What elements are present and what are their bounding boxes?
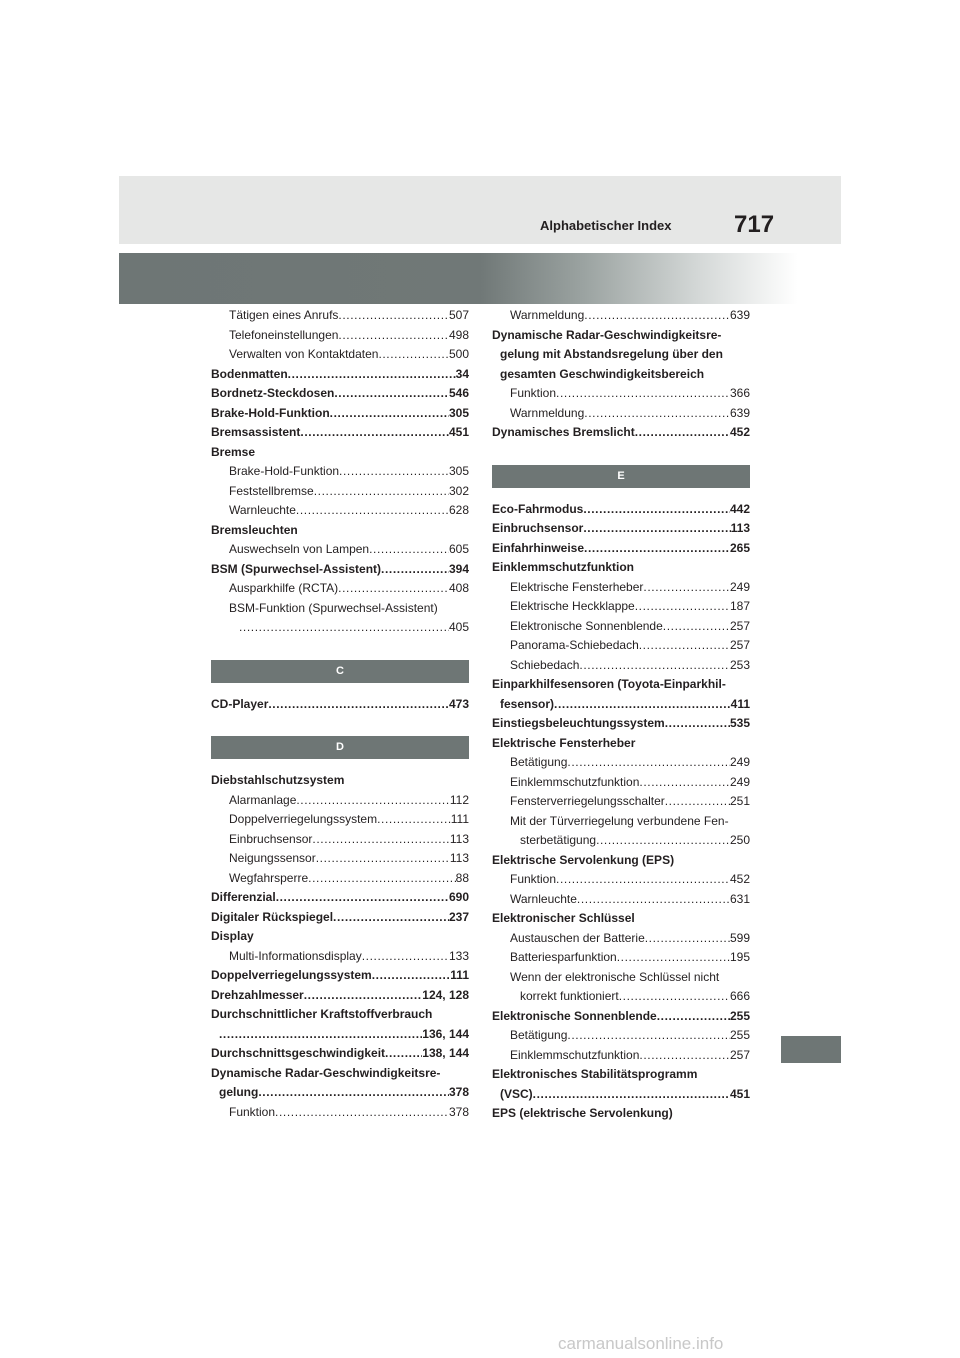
- index-entry: [211, 771, 469, 791]
- index-entry: [492, 1104, 750, 1124]
- index-page-ref: 378: [448, 1085, 469, 1099]
- index-term: sterbetätigung: [520, 833, 597, 847]
- section-letter-header: D: [211, 736, 469, 759]
- index-term: Elektrische Fensterheber: [492, 735, 636, 750]
- dot-leader: [579, 656, 730, 676]
- index-term: Differenzial: [211, 890, 276, 904]
- dot-leader: [239, 618, 449, 638]
- index-term: Brake-Hold-Funktion: [211, 405, 330, 420]
- index-entry: [211, 927, 469, 947]
- index-entry: [211, 443, 469, 463]
- index-entry: [492, 851, 750, 871]
- index-term: Elektronischer Schlüssel: [492, 911, 635, 925]
- index-page-ref: 305: [448, 464, 469, 478]
- index-entry: [211, 849, 469, 869]
- dot-leader: [596, 831, 730, 851]
- index-page-ref: 605: [448, 542, 469, 556]
- index-term: BSM-Funktion (Spurwechsel-Assistent): [229, 600, 438, 615]
- index-term: Einfahrhinweise: [492, 540, 585, 555]
- index-entry: [211, 618, 469, 638]
- index-entry: [492, 306, 750, 326]
- index-page-ref: 631: [729, 891, 750, 906]
- index-page-ref: 133: [448, 948, 469, 963]
- index-term: Fensterverriegelungsschalter: [510, 794, 665, 808]
- dot-leader: [377, 810, 451, 830]
- index-term: Elektronisches Stabilitätsprogramm: [492, 1067, 698, 1081]
- index-entry: [211, 384, 469, 404]
- index-term: Betätigung: [510, 755, 568, 769]
- index-entry: [492, 519, 750, 539]
- page-number: 717: [734, 211, 775, 238]
- index-term: Verwalten von Kontaktdaten: [229, 347, 379, 361]
- dot-leader: [334, 384, 449, 404]
- dot-leader: [556, 870, 730, 890]
- section-spacer: [211, 638, 469, 660]
- index-term: Neigungssensor: [229, 851, 316, 865]
- index-page-ref: 599: [729, 930, 750, 945]
- index-entry: [211, 1083, 469, 1103]
- dot-leader: [567, 1026, 730, 1046]
- index-page-ref: 257: [729, 1047, 750, 1062]
- dot-leader: [288, 365, 456, 385]
- index-entry: [492, 987, 750, 1007]
- index-entry: [211, 830, 469, 850]
- index-entry: [492, 831, 750, 851]
- index-page-ref: 255: [729, 1028, 750, 1042]
- index-entry: [211, 579, 469, 599]
- dot-leader: [338, 306, 449, 326]
- dot-leader: [639, 773, 730, 793]
- index-term: Doppelverriegelungssystem: [211, 968, 372, 982]
- index-term: Durchschnittlicher Kraftstoffverbrauch: [211, 1007, 433, 1021]
- dot-leader: [643, 578, 730, 598]
- dot-leader: [333, 908, 449, 928]
- running-header-title: Alphabetischer Index: [540, 218, 672, 233]
- index-page-ref: 250: [729, 833, 750, 847]
- index-page-ref: 111: [450, 968, 469, 982]
- index-entry: [492, 365, 750, 385]
- index-page-ref: 378: [448, 1104, 469, 1119]
- index-entry: [492, 326, 750, 346]
- dot-leader: [296, 791, 449, 811]
- index-entry: [492, 773, 750, 793]
- index-page-ref: 411: [730, 696, 750, 711]
- index-entry: [492, 636, 750, 656]
- index-entry: [492, 345, 750, 365]
- dot-leader: [663, 617, 730, 637]
- index-page-ref: 442: [729, 501, 750, 516]
- index-entry: [211, 695, 469, 715]
- index-page-ref: 138, 144: [422, 1046, 469, 1060]
- index-term: Ausparkhilfe (RCTA): [229, 581, 339, 595]
- index-entry: [492, 734, 750, 754]
- index-term: korrekt funktioniert: [520, 989, 619, 1003]
- index-term: Doppelverriegelungssystem: [229, 812, 378, 826]
- index-page-ref: 546: [448, 386, 469, 400]
- index-page-ref: 257: [729, 638, 750, 652]
- index-page-ref: 249: [729, 774, 750, 789]
- dot-leader: [639, 636, 730, 656]
- index-term: Einbruchsensor: [229, 831, 313, 846]
- index-term: Einbruchsensor: [492, 521, 584, 535]
- index-entry: [492, 558, 750, 578]
- index-entry: [492, 404, 750, 424]
- index-entry: [211, 791, 469, 811]
- dot-leader: [385, 1044, 422, 1064]
- index-page-ref: 302: [448, 483, 469, 498]
- index-term: Einklemmschutzfunktion: [492, 560, 635, 574]
- dot-leader: [665, 792, 730, 812]
- index-entry: [211, 986, 469, 1006]
- index-entry: [211, 404, 469, 424]
- index-page-ref: 473: [448, 696, 469, 711]
- index-term: Einparkhilfesensoren (Toyota-Einparkhil-: [492, 677, 726, 691]
- index-entry: [211, 1044, 469, 1064]
- dot-leader: [381, 560, 449, 580]
- section-thumb-tab: [781, 1036, 841, 1063]
- index-page-ref: 253: [729, 657, 750, 672]
- dot-leader: [554, 695, 731, 715]
- index-term: CD-Player: [211, 696, 269, 711]
- index-term: Einklemmschutzfunktion: [510, 1047, 640, 1062]
- dot-leader: [635, 423, 730, 443]
- index-term: Funktion: [229, 1104, 276, 1119]
- index-entry: [492, 714, 750, 734]
- index-page-ref: 394: [448, 561, 469, 576]
- index-term: Durchschnittsgeschwindigkeit: [211, 1046, 386, 1060]
- index-entry: [211, 599, 469, 619]
- index-page-ref: 405: [448, 620, 469, 634]
- index-term: Funktion: [510, 386, 557, 400]
- index-page-ref: 498: [448, 327, 469, 342]
- index-entry: [492, 1085, 750, 1105]
- dot-leader: [584, 539, 730, 559]
- index-entry: [492, 968, 750, 988]
- index-term: Dynamische Radar-Geschwindigkeitsre-: [211, 1065, 441, 1080]
- index-entry: [492, 890, 750, 910]
- dot-leader: [372, 966, 451, 986]
- index-page-ref: 265: [729, 540, 750, 555]
- index-entry: [492, 675, 750, 695]
- index-entry: [492, 812, 750, 832]
- section-spacer: [211, 714, 469, 736]
- index-entry: [211, 501, 469, 521]
- index-page-ref: 255: [729, 1008, 750, 1023]
- index-term: Eco-Fahrmodus: [492, 501, 584, 516]
- index-page-ref: 639: [729, 308, 750, 322]
- index-page-ref: 257: [729, 618, 750, 633]
- dot-leader: [338, 326, 449, 346]
- index-term: Brake-Hold-Funktion: [229, 464, 340, 478]
- section-letter-header: C: [211, 660, 469, 683]
- index-page-ref: 124, 128: [422, 987, 469, 1002]
- index-term: Display: [211, 929, 254, 943]
- index-page-ref: 452: [729, 872, 750, 886]
- index-page-ref: 112: [449, 792, 469, 807]
- index-page-ref: 500: [448, 347, 469, 361]
- index-entry: [211, 365, 469, 385]
- index-page-ref: 451: [729, 1086, 750, 1101]
- index-page-ref: 507: [448, 308, 469, 322]
- dot-leader: [645, 929, 730, 949]
- index-entry: [211, 540, 469, 560]
- dot-leader: [316, 849, 450, 869]
- dot-leader: [577, 890, 730, 910]
- index-entry: [492, 617, 750, 637]
- index-entry: [492, 384, 750, 404]
- index-term: Austauschen der Batterie: [510, 930, 645, 945]
- index-entry: [211, 423, 469, 443]
- dot-leader: [635, 597, 730, 617]
- dot-leader: [584, 306, 730, 326]
- dot-leader: [567, 753, 730, 773]
- index-page-ref: 113: [449, 831, 469, 846]
- index-term: Wenn der elektronische Schlüssel nicht: [510, 969, 720, 984]
- dot-leader: [314, 482, 449, 502]
- index-page-ref: 366: [729, 386, 750, 400]
- index-page-ref: 452: [729, 425, 750, 439]
- index-entry: [492, 792, 750, 812]
- index-entry: [211, 966, 469, 986]
- index-page-ref: 249: [729, 579, 750, 594]
- index-column-left: [211, 306, 469, 1122]
- dot-leader: [304, 986, 423, 1006]
- index-term: Dynamisches Bremslicht: [492, 425, 635, 439]
- dot-leader: [619, 987, 730, 1007]
- index-page-ref: 88: [455, 870, 469, 885]
- index-term: (VSC): [500, 1086, 533, 1101]
- index-entry: [492, 597, 750, 617]
- index-term: Elektronische Sonnenblende: [510, 618, 663, 633]
- dot-leader: [300, 423, 449, 443]
- header-band: [119, 176, 841, 244]
- index-term: Multi-Informationsdisplay: [229, 948, 362, 963]
- index-term: Diebstahlschutzsystem: [211, 773, 345, 787]
- dot-leader: [330, 404, 449, 424]
- dot-leader: [378, 345, 449, 365]
- dot-leader: [362, 947, 449, 967]
- index-term: Elektrische Servolenkung (EPS): [492, 852, 675, 867]
- index-term: Warnleuchte: [510, 891, 577, 906]
- index-page-ref: 187: [729, 599, 750, 613]
- index-entry: [211, 345, 469, 365]
- index-term: Warnleuchte: [229, 503, 296, 517]
- index-entry: [211, 947, 469, 967]
- index-term: Bremse: [211, 444, 256, 459]
- index-term: Elektronische Sonnenblende: [492, 1008, 657, 1023]
- index-entry: [492, 1026, 750, 1046]
- index-entry: [492, 909, 750, 929]
- index-term: gelung: [219, 1085, 259, 1099]
- index-column-right: [492, 306, 750, 1124]
- index-page-ref: 451: [448, 425, 469, 439]
- index-term: Bremsassistent: [211, 425, 301, 439]
- index-entry: [492, 948, 750, 968]
- index-entry: [211, 306, 469, 326]
- index-page-ref: 628: [448, 503, 469, 517]
- index-entry: [211, 560, 469, 580]
- index-term: Telefoneinstellungen: [229, 327, 339, 342]
- index-entry: [492, 753, 750, 773]
- index-term: Auswechseln von Lampen: [229, 542, 370, 556]
- index-term: BSM (Spurwechsel-Assistent): [211, 561, 382, 576]
- index-entry: [492, 423, 750, 443]
- index-term: gelung mit Abstandsregelung über den: [500, 347, 723, 361]
- index-entry: [211, 1025, 469, 1045]
- index-page-ref: 195: [729, 950, 750, 964]
- index-page-ref: 113: [730, 521, 750, 535]
- index-term: Warnmeldung: [510, 405, 585, 420]
- index-page-ref: 113: [449, 851, 469, 865]
- dot-leader: [369, 540, 449, 560]
- dot-leader: [312, 830, 449, 850]
- index-term: Funktion: [510, 872, 557, 886]
- dot-leader: [268, 695, 449, 715]
- index-entry: [492, 870, 750, 890]
- dot-leader: [665, 714, 730, 734]
- index-entry: [492, 695, 750, 715]
- dot-leader: [276, 888, 449, 908]
- index-term: Feststellbremse: [229, 483, 314, 498]
- dot-leader: [584, 404, 730, 424]
- index-term: Panorama-Schiebedach: [510, 638, 639, 652]
- index-term: Warnmeldung: [510, 308, 585, 322]
- dot-leader: [533, 1085, 730, 1105]
- index-term: Alarmanlage: [229, 792, 297, 807]
- dot-leader: [583, 500, 730, 520]
- index-entry: [492, 578, 750, 598]
- index-term: Schiebedach: [510, 657, 580, 672]
- index-term: Drehzahlmesser: [211, 987, 304, 1002]
- index-term: Mit der Türverriegelung verbundene Fen-: [510, 813, 729, 828]
- index-term: Tätigen eines Anrufs: [229, 308, 339, 322]
- dot-leader: [639, 1046, 730, 1066]
- index-entry: [211, 888, 469, 908]
- index-term: Wegfahrsperre: [229, 870, 309, 885]
- index-entry: [211, 462, 469, 482]
- index-page-ref: 639: [729, 405, 750, 420]
- index-term: Digitaler Rückspiegel: [211, 909, 334, 924]
- decorative-gradient-band: [119, 253, 841, 304]
- index-page-ref: 34: [455, 366, 469, 381]
- dot-leader: [339, 462, 449, 482]
- index-term: Einstiegsbeleuchtungssystem: [492, 716, 665, 730]
- dot-leader: [275, 1103, 449, 1123]
- index-entry: [211, 869, 469, 889]
- index-term: gesamten Geschwindigkeitsbereich: [500, 366, 705, 381]
- index-entry: [492, 1007, 750, 1027]
- index-term: fesensor): [500, 696, 555, 711]
- index-entry: [211, 908, 469, 928]
- index-entry: [492, 929, 750, 949]
- index-entry: [211, 1005, 469, 1025]
- dot-leader: [657, 1007, 730, 1027]
- index-term: Elektrische Fensterheber: [510, 579, 644, 594]
- index-page-ref: 249: [729, 755, 750, 769]
- index-page-ref: 535: [729, 716, 750, 730]
- index-entry: [492, 1065, 750, 1085]
- index-entry: [492, 539, 750, 559]
- index-entry: [492, 1046, 750, 1066]
- index-term: Bremsleuchten: [211, 522, 298, 537]
- index-entry: [211, 521, 469, 541]
- index-page-ref: 690: [448, 890, 469, 904]
- index-term: Bordnetz-Steckdosen: [211, 386, 335, 400]
- dot-leader: [308, 869, 455, 889]
- index-term: EPS (elektrische Servolenkung): [492, 1106, 673, 1120]
- dot-leader: [296, 501, 449, 521]
- index-page-ref: 251: [729, 794, 750, 808]
- index-entry: [211, 1064, 469, 1084]
- index-entry: [492, 656, 750, 676]
- index-entry: [492, 500, 750, 520]
- index-entry: [211, 326, 469, 346]
- index-entry: [211, 810, 469, 830]
- dot-leader: [338, 579, 449, 599]
- index-page-ref: 111: [450, 812, 469, 826]
- dot-leader: [583, 519, 730, 539]
- dot-leader: [556, 384, 730, 404]
- dot-leader: [617, 948, 730, 968]
- index-page-ref: 408: [448, 581, 469, 595]
- index-term: Einklemmschutzfunktion: [510, 774, 640, 789]
- index-page-ref: 666: [729, 989, 750, 1003]
- section-spacer: [492, 443, 750, 465]
- index-page-ref: 136, 144: [422, 1026, 469, 1041]
- index-page-ref: 305: [448, 405, 469, 420]
- index-term: Dynamische Radar-Geschwindigkeitsre-: [492, 327, 722, 342]
- section-letter-header: E: [492, 465, 750, 488]
- dot-leader: [258, 1083, 449, 1103]
- index-entry: [211, 482, 469, 502]
- index-term: Elektrische Heckklappe: [510, 599, 635, 613]
- index-page-ref: 237: [448, 909, 469, 924]
- watermark: carmanualsonline.info: [558, 1334, 724, 1353]
- dot-leader: [219, 1025, 422, 1045]
- index-entry: [211, 1103, 469, 1123]
- index-term: Bodenmatten: [211, 366, 288, 381]
- index-term: Batteriesparfunktion: [510, 950, 617, 964]
- index-term: Betätigung: [510, 1028, 568, 1042]
